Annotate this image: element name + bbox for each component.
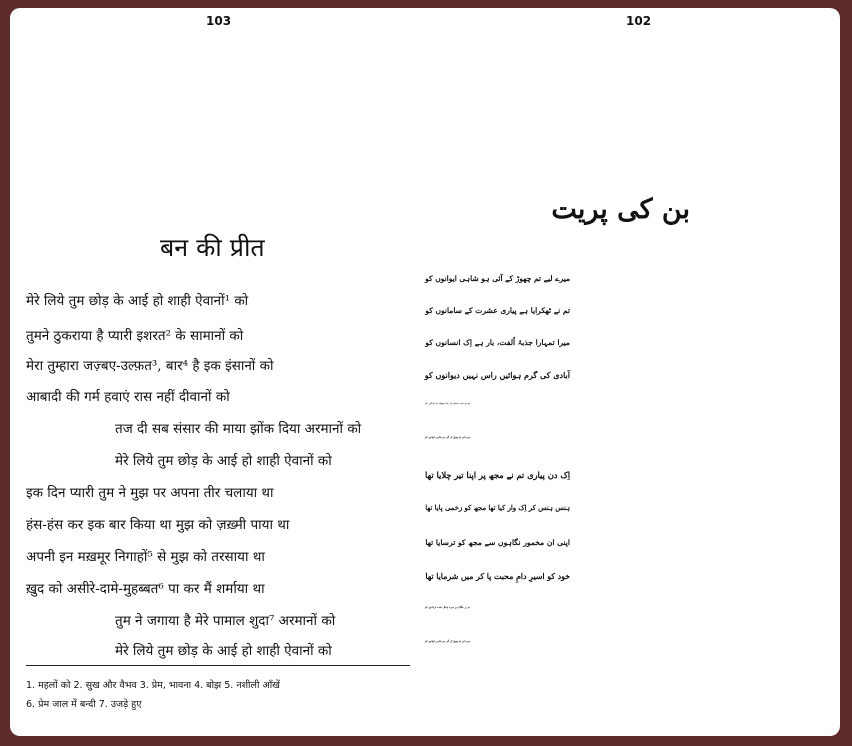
hindi-line: तज दी सब संसार की माया झोंक दिया अरमानों को — [115, 421, 362, 437]
footnote-line: 6. प्रेम जाल में बन्दी 7. उजड़े हुए — [26, 699, 142, 710]
urdu-line: میرے لیے تم چھوڑ کے آئی ہو شاہی ایوانوں کو — [425, 640, 470, 643]
urdu-line: اپنی ان مخمور نگاہوں سے مجھ کو ترسایا تھا — [425, 538, 570, 547]
hindi-line: मेरा तुम्हारा जज़्बए-उल्फ़त³, बार⁴ है इक इंसानों को — [26, 358, 274, 374]
hindi-line: अपनी इन मख़मूर निगाहों⁵ से मुझ को तरसाया था — [26, 549, 265, 565]
urdu-poem-title: بن کی پریت — [551, 194, 690, 225]
book-spread — [10, 8, 840, 736]
urdu-line: میرے لیے تم چھوڑ کے آئی ہو شاہی ایوانوں کو — [425, 436, 470, 439]
hindi-line: मेरे लिये तुम छोड़ के आई हो शाही ऐवानों को — [115, 643, 332, 659]
hindi-line: तुम ने जगाया है मेरे पामाल शुदा⁷ अरमानों को — [115, 613, 336, 629]
footnote-line: 1. महलों को 2. सुख और वैभव 3. प्रेम, भावना 4. बोझ 5. नशीली आँखें — [26, 680, 280, 691]
hindi-line: हंस-हंस कर इक बार किया था मुझ को ज़ख़्मी पाया था — [26, 517, 290, 533]
hindi-line: मेरे लिये तुम छोड़ के आई हो शाही ऐवानों¹ को — [26, 293, 249, 309]
right-page — [424, 8, 840, 736]
left-page-number: 103 — [206, 14, 232, 28]
hindi-line: इक दिन प्यारी तुम ने मुझ पर अपना तीर चलाया था — [26, 485, 274, 501]
urdu-line: آبادی کی گرم ہوائیں راس نہیں دیوانوں کو — [424, 370, 570, 380]
right-page-number: 102 — [626, 14, 652, 28]
hindi-line: मेरे लिये तुम छोड़ के आई हो शाही ऐवानों को — [115, 453, 332, 469]
hindi-poem-title: बन की प्रीत — [160, 233, 265, 262]
urdu-line: خود کو اسیرِ دامِ محبت پا کر میں شرمایا تھا — [425, 572, 570, 581]
urdu-line: تم نے ٹھکرایا ہے پیاری عشرت کے سامانوں کو — [425, 306, 570, 315]
urdu-line: تج دی سب سنسار کی مایا جھونک دیا ارمانوں کو — [425, 402, 470, 405]
urdu-line: میرے لیے تم چھوڑ کے آئی ہو شاہی ایوانوں کو — [425, 274, 570, 283]
footnote-divider — [26, 665, 410, 666]
hindi-line: तुमने ठुकराया है प्यारी इशरत² के सामानों को — [26, 328, 244, 344]
urdu-line: میرا تمہارا جذبۂ اُلفت، بار ہے اِک انسانوں کو — [425, 338, 570, 347]
urdu-line: تم نے جگایا ہے میرے پامال شدہ ارمانوں کو — [424, 606, 470, 609]
hindi-line: ख़ुद को असीरे-दामे-मुहब्बत⁶ पा कर मैं शर्माया था — [26, 581, 265, 597]
urdu-line: اِک دن پیاری تم نے مجھ پر اپنا تیر چلایا تھا — [425, 470, 570, 480]
urdu-line: ہنس ہنس کر اِک وار کیا تھا مجھ کو زخمی پایا تھا — [425, 504, 570, 512]
hindi-line: आबादी की गर्म हवाएं रास नहीं दीवानों को — [26, 389, 230, 405]
